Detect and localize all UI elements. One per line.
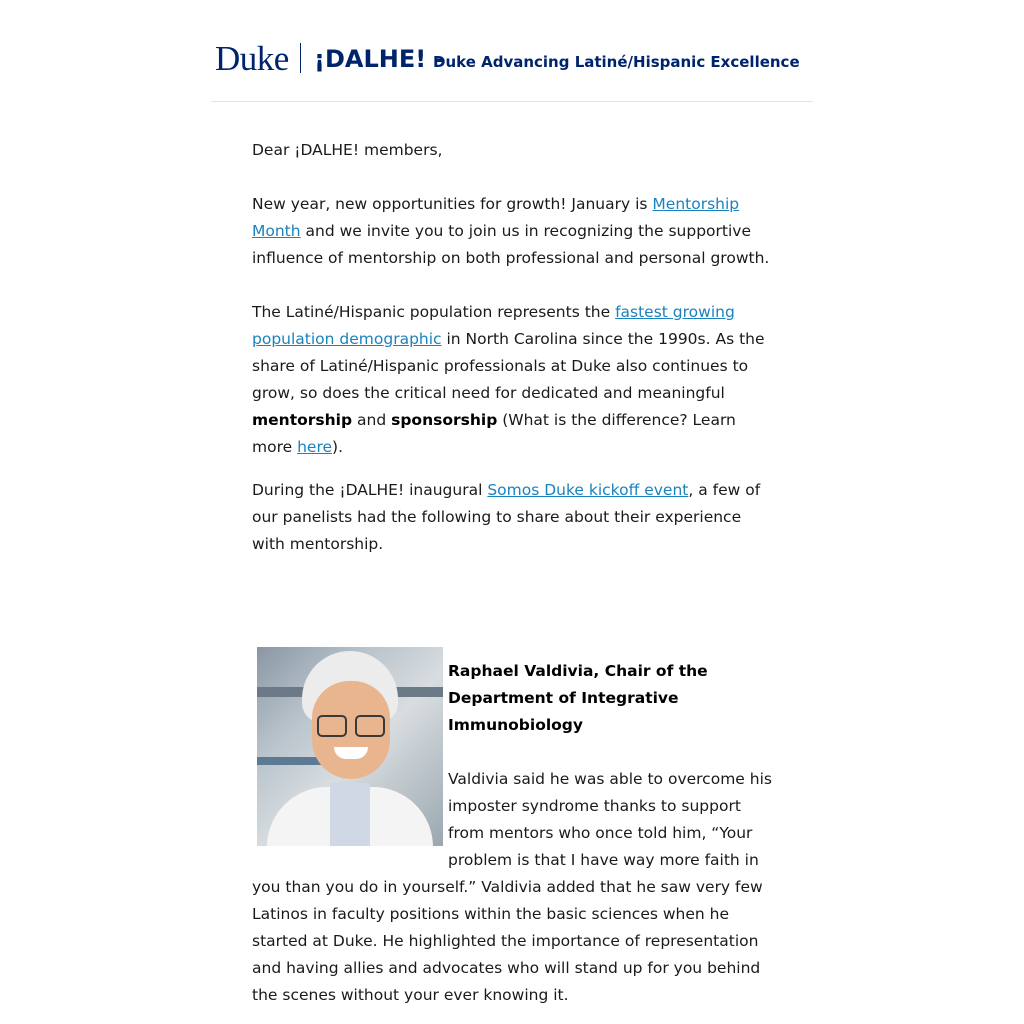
- fastest-growing-link[interactable]: fastest growing population demographic: [252, 303, 735, 348]
- somos-duke-kickoff-link[interactable]: Somos Duke kickoff event: [487, 481, 689, 499]
- event-text-2: , a few of our panelists had the following to share about their experience with mentorship.: [252, 481, 761, 553]
- brand-title: ¡DALHE! -: [314, 45, 445, 73]
- email-header: [211, 30, 813, 102]
- intro-text-1: New year, new opportunities for growth! January is: [252, 195, 653, 213]
- population-text-3: (What is the difference? Learn more: [252, 411, 736, 456]
- brand-subtitle: Duke Advancing Latiné/Hispanic Excellence: [433, 53, 800, 71]
- population-paragraph: [252, 299, 772, 461]
- panelist-quote: Valdivia said he was able to overcome his imposter syndrome thanks to support from mentors who once told him, “Your problem is that I have way more faith in you than you do in yourself.” Valdivia added that he saw very few Latinos in faculty positions within the basic sciences when he started at Duke. He highlighted the importance of representation and having allies and advocates who will stand up for you behind the scenes without your ever knowing it.: [252, 770, 772, 1004]
- event-text-1: During the ¡DALHE! inaugural: [252, 481, 488, 499]
- intro-paragraph: [252, 191, 772, 272]
- photo-glasses-left: [317, 715, 347, 737]
- panelist-name: Raphael Valdivia, Chair of the Department of Integrative Immunobiology: [448, 662, 708, 734]
- population-text-1: The Latiné/Hispanic population represents the: [252, 303, 616, 321]
- mentorship-bold: mentorship: [252, 411, 353, 429]
- logo-divider: [300, 43, 301, 73]
- learn-more-here-link[interactable]: here: [297, 438, 333, 456]
- and-text: and: [352, 411, 392, 429]
- duke-logo: Duke: [215, 39, 289, 78]
- email-body: [252, 137, 772, 558]
- panelist-photo: [257, 647, 443, 846]
- intro-text-2: and we invite you to join us in recognizing the supportive influence of mentorship on both professional and personal growth.: [252, 222, 770, 267]
- mentorship-month-link[interactable]: Mentorship Month: [252, 195, 740, 240]
- panelist-feature: [252, 647, 772, 1024]
- population-text-end: ).: [332, 438, 343, 456]
- event-paragraph: [252, 477, 772, 558]
- population-text-2: in North Carolina since the 1990s. As the share of Latiné/Hispanic professionals at Duke also continues to grow, so does the critical need for dedicated and meaningful: [252, 330, 765, 402]
- sponsorship-bold: sponsorship: [391, 411, 498, 429]
- photo-shirt: [330, 783, 370, 846]
- photo-glasses-right: [355, 715, 385, 737]
- greeting: Dear ¡DALHE! members,: [252, 141, 443, 159]
